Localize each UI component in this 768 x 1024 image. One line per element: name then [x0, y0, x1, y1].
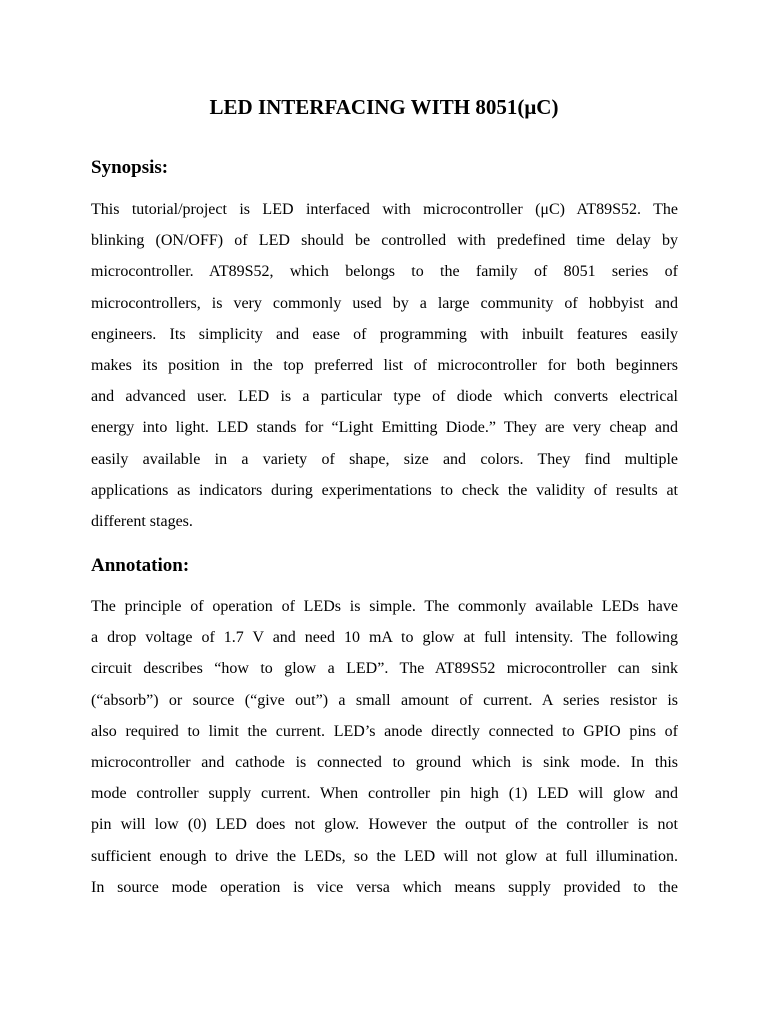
section-heading-synopsis: Synopsis:: [91, 157, 169, 178]
paragraph-line: makes its position in the top preferred list of microcontroller for both beginners: [91, 357, 678, 375]
paragraph-line: microcontrollers, is very commonly used by a large community of hobbyist and: [91, 294, 678, 312]
document-title: LED INTERFACING WITH 8051(μC): [209, 95, 559, 119]
section-heading-annotation: Annotation:: [91, 555, 190, 576]
paragraph-line: a drop voltage of 1.7 V and need 10 mA to glow at full intensity. The following: [91, 629, 678, 647]
synopsis-paragraph: [91, 194, 678, 537]
paragraph-line: (“absorb”) or source (“give out”) a small amount of current. A series resistor is: [91, 691, 678, 709]
annotation-paragraph: [91, 591, 678, 903]
paragraph-line: circuit describes “how to glow a LED”. The AT89S52 microcontroller can sink: [91, 660, 678, 678]
paragraph-line: engineers. Its simplicity and ease of programming with inbuilt features easily: [91, 325, 678, 343]
paragraph-line: pin will low (0) LED does not glow. However the output of the controller is not: [91, 816, 678, 834]
paragraph-line: mode controller supply current. When controller pin high (1) LED will glow and: [91, 785, 678, 803]
paragraph-line: easily available in a variety of shape, size and colors. They find multiple: [91, 450, 678, 468]
paragraph-line: microcontroller. AT89S52, which belongs to the family of 8051 series of: [91, 263, 678, 281]
paragraph-line: microcontroller and cathode is connected to ground which is sink mode. In this: [91, 754, 678, 772]
paragraph-line: In source mode operation is vice versa which means supply provided to the: [91, 878, 678, 896]
paragraph-line: different stages.: [91, 513, 193, 531]
paragraph-line: and advanced user. LED is a particular type of diode which converts electrical: [91, 388, 678, 406]
paragraph-line: also required to limit the current. LED’s anode directly connected to GPIO pins of: [91, 722, 678, 740]
paragraph-line: applications as indicators during experimentations to check the validity of results at: [91, 481, 678, 499]
paragraph-line: energy into light. LED stands for “Light Emitting Diode.” They are very cheap and: [91, 419, 678, 437]
paragraph-line: The principle of operation of LEDs is simple. The commonly available LEDs have: [91, 598, 678, 615]
paragraph-line: sufficient enough to drive the LEDs, so the LED will not glow at full illumination.: [91, 847, 678, 865]
paragraph-line: This tutorial/project is LED interfaced with microcontroller (μC) AT89S52. The: [91, 201, 678, 218]
paragraph-line: blinking (ON/OFF) of LED should be controlled with predefined time delay by: [91, 232, 678, 250]
